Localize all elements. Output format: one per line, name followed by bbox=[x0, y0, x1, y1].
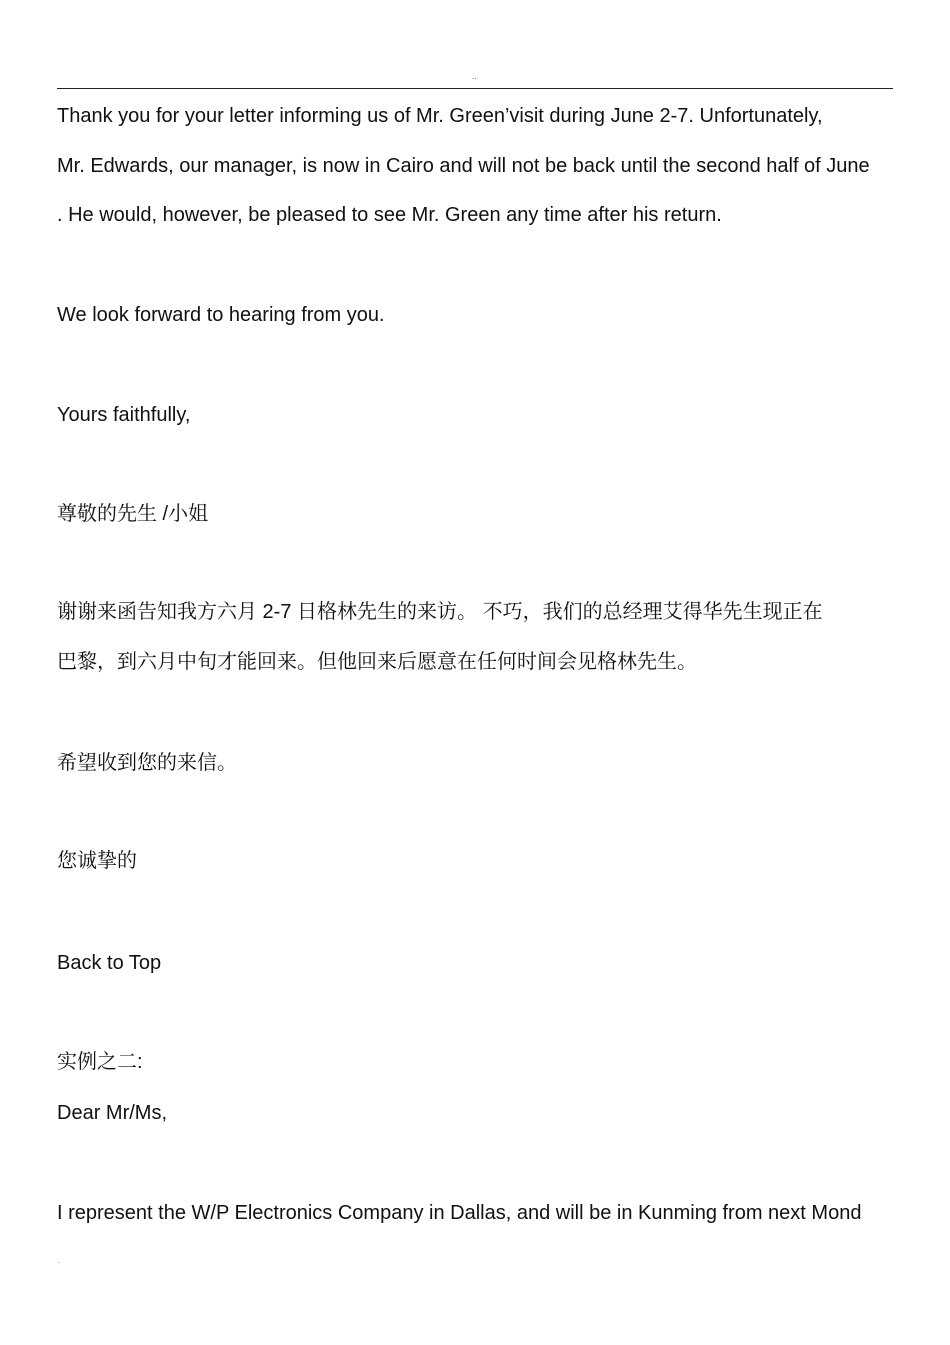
cn-closing: 希望收到您的来信。 bbox=[57, 752, 237, 774]
letter-one-body-line-2: Mr. Edwards, our manager, is now in Cairo and will not be back until the second half of June bbox=[57, 155, 870, 177]
header-rule bbox=[57, 88, 893, 89]
letter-one-body-line-1: Thank you for your letter informing us of Mr. Green’visit during June 2-7. Unfortunately, bbox=[57, 105, 823, 127]
example-two-body-line: I represent the W/P Electronics Company in Dallas, and will be in Kunming from next Mond bbox=[57, 1202, 862, 1224]
letter-one-closing-line: We look forward to hearing from you. bbox=[57, 304, 385, 326]
example-two-heading: 实例之二: bbox=[57, 1051, 143, 1073]
cn-body-line-2: 巴黎，到六月中旬才能回来。但他回来后愿意在任何时间会见格林先生。 bbox=[57, 651, 697, 673]
header-mark: .. bbox=[472, 72, 477, 81]
footer-mark: . bbox=[58, 1256, 61, 1265]
cn-signoff: 您诚挚的 bbox=[57, 850, 137, 872]
letter-one-signoff: Yours faithfully, bbox=[57, 404, 191, 426]
back-to-top-text: Back to Top bbox=[57, 952, 162, 974]
example-two-salutation: Dear Mr/Ms, bbox=[57, 1102, 167, 1124]
cn-salutation: 尊敬的先生 /小姐 bbox=[57, 503, 209, 525]
cn-body-line-1: 谢谢来函告知我方六月 2-7 日格林先生的来访。 不巧，我们的总经理艾得华先生现正在 bbox=[57, 601, 823, 623]
letter-one-body-line-3: . He would, however, be pleased to see Mr. Green any time after his return. bbox=[57, 204, 722, 226]
